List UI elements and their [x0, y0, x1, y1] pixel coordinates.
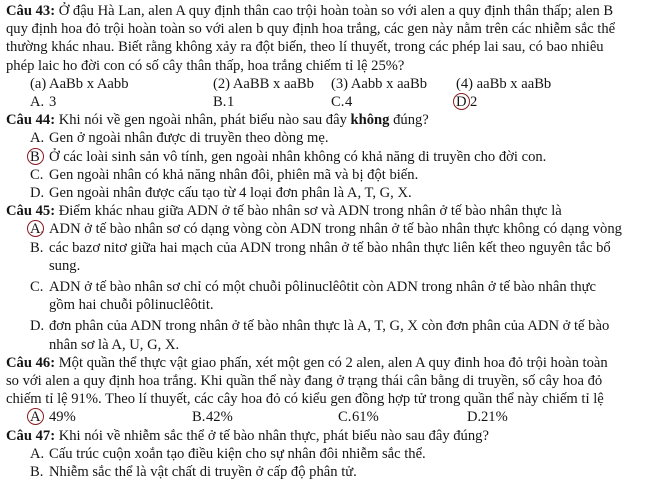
cross-item: (2) AaBB x aaBb [213, 75, 314, 92]
cross-item: (a) AaBb x Aabb [30, 75, 129, 92]
answer-circle-marker: B [30, 148, 49, 166]
question-stem: quy định hoa đỏ trội hoàn toàn so với alen b quy định hoa trắng, các gen này nằm trên các nhiễm sắc thể [6, 21, 616, 38]
question-stem: Ở đậu Hà Lan, alen A quy định thân cao trội hoàn toàn so với alen a quy định thân thấp; alen B [55, 3, 614, 19]
option-d[interactable]: D. đơn phân của ADN trong nhân ở tế bào nhân thực là A, T, G, X còn đơn phân của ADN ở tế bào [30, 318, 610, 335]
answer-options [6, 408, 654, 426]
question-label: Câu 44: [6, 112, 56, 129]
option-b[interactable]: B.1 [213, 94, 235, 111]
option-a[interactable]: A. ADN ở tế bào nhân sơ có dạng vòng còn ADN trong nhân ở tế bào nhân thực không có dạng vòng [30, 221, 622, 238]
question-label: Câu 45: [6, 203, 56, 220]
question-stem: Điểm khác nhau giữa ADN ở tế bào nhân sơ và ADN trong nhân ở tế bào nhân thực là [55, 203, 562, 220]
option-d-continuation: nhân sơ là A, U, G, X. [49, 336, 180, 353]
option-c[interactable]: C.4 [331, 94, 353, 111]
option-d[interactable]: D 2 [456, 94, 478, 111]
option-d[interactable]: D.21% [467, 409, 508, 426]
option-d[interactable]: D. Gen ngoài nhân được cấu tạo từ 4 loại đơn phân là A, T, G, X. [30, 185, 412, 202]
answer-circle-marker: A [30, 408, 49, 426]
option-c[interactable]: C. Gen ngoài nhân có khả năng nhân đôi, phiên mã và bị đột biến. [30, 166, 419, 183]
option-b[interactable]: B.42% [192, 409, 233, 426]
question-stem: thường khác nhau. Biết rằng không xảy ra đột biến, theo lí thuyết, trong các phép lai sau, có bao nhiêu [6, 39, 604, 56]
question-44: Câu 44: Khi nói về gen ngoài nhân, phát biểu nào sau đây không đúng? A. Gen ở ngoài nhân được di truyền theo dòng mẹ. B Ở các loài sinh sản vô tính, gen ngoài nhân không có khả năng di truyền cho đời con. C. Gen ngoài nhân có khả năng nhân đôi, phiên mã và bị đột biến. D. Gen ngoài nhân được cấu tạo từ 4 loại đơn phân là A, T, G, X. [6, 111, 654, 202]
answer-options [6, 93, 654, 111]
option-b[interactable]: B Ở các loài sinh sản vô tính, gen ngoài nhân không có khả năng di truyền cho đời con. [30, 148, 547, 165]
question-stem: chiếm tỉ lệ 91%. Theo lí thuyết, các cây hoa đỏ có kiểu gen đồng hợp tử trong quần thể này chiếm tỉ lệ [6, 391, 604, 408]
option-c[interactable]: C. ADN ở tế bào nhân sơ chỉ có một chuỗi pôlinuclêôtit còn ADN trong nhân ở tế bào nhân thực [30, 279, 597, 296]
option-a[interactable]: A 49% [30, 409, 76, 426]
option-b-continuation: sung. [49, 257, 81, 274]
question-stem: phép laic ho đời con có số cây thân thấp, hoa trắng chiếm tỉ lệ 25%? [6, 57, 405, 74]
question-stem: Một quần thể thực vật giao phấn, xét một gen có 2 alen, alen A quy đinh hoa đỏ trội hoàn toàn [55, 354, 608, 371]
answer-circle-marker: D [456, 93, 470, 111]
option-a[interactable]: A. 3 [30, 94, 57, 111]
question-label: Câu 46: [6, 354, 56, 371]
answer-circle-marker: A. [30, 220, 49, 238]
question-label: Câu 47: [6, 427, 56, 444]
question-stem: Khi nói về nhiễm sắc thể ở tế bào nhân thực, phát biểu nào sau đây đúng? [55, 427, 489, 444]
question-47 [6, 427, 654, 481]
question-stem: so với alen a quy định hoa trắng. Khi quần thể này đang ở trạng thái cân bằng di truyền, số cây hoa đỏ [6, 373, 603, 390]
option-b[interactable]: B. các bazơ nitơ giữa hai mạch của ADN trong nhân ở tế bào nhân thực liên kết theo nguyên tắc bổ [30, 239, 611, 256]
emphasis-not: không [350, 112, 390, 129]
question-45 [6, 202, 654, 354]
option-a[interactable]: A. Cấu trúc cuộn xoắn tạo điều kiện cho sự nhân đôi nhiễm sắc thể. [30, 445, 426, 462]
cross-list [6, 75, 654, 93]
option-c-continuation: gồm hai chuỗi pôlinuclêôtit. [49, 297, 214, 314]
question-43 [6, 2, 654, 111]
cross-item: (4) aaBb x aaBb [456, 75, 552, 92]
option-b[interactable]: B. Nhiễm sắc thể là vật chất di truyền ở cấp độ phân tử. [30, 464, 357, 481]
option-c[interactable]: C.61% [338, 409, 379, 426]
question-label: Câu 43: [6, 3, 56, 19]
question-46 [6, 354, 654, 427]
cross-item: (3) Aabb x aaBb [331, 75, 428, 92]
option-a[interactable]: A. Gen ở ngoài nhân được di truyền theo dòng mẹ. [30, 130, 329, 147]
